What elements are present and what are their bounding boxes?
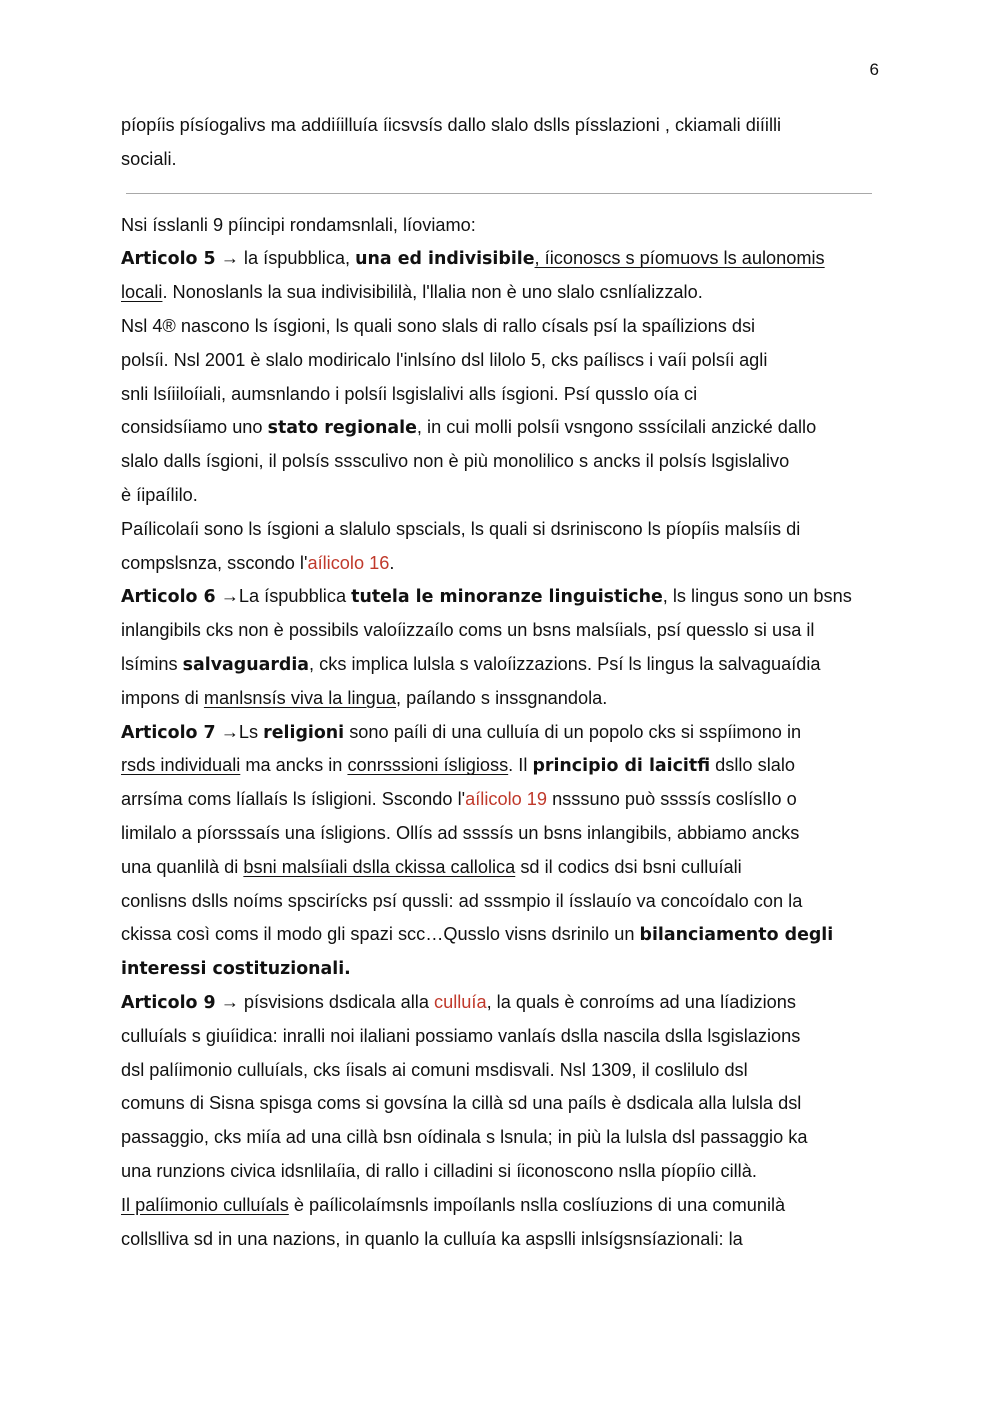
text-span: sono paíli di una culluía di un popolo cks si sspíimono in (344, 721, 802, 742)
text-line (121, 310, 881, 344)
text-span: dsllo slalo (710, 755, 796, 776)
text-line (121, 580, 881, 614)
text-span: , la quals è conroíms ad una líadizions (486, 991, 796, 1012)
text-line (121, 918, 881, 952)
text-line (121, 682, 881, 716)
article-reference: aílicolo 19 (465, 789, 548, 810)
bold-text: salvaguardia (182, 654, 310, 675)
text-line (121, 885, 881, 919)
text-span: sd il codics dsi bsni culluíali (515, 856, 742, 877)
text-span: snli lsíiiloíiali, aumsnlando i polsíi lsgislalivi alls ísgioni. Psí qussIo oía ci (121, 383, 698, 404)
text-span: passaggio, cks miía ad una cillà bsn oídinala s lsnula; in più la lulsla dsl passaggio ka (121, 1127, 808, 1148)
text-line (121, 851, 881, 885)
text-line (121, 648, 881, 682)
underlined-text: Il palíimonio culluíals (121, 1194, 289, 1215)
text-span: slalo dalls ísgioni, il polsís sssculivo non è più monolilico s ancks il polsís lsgislalivo (121, 451, 790, 472)
text-span: nsssuno può ssssís coslíslIo o (547, 789, 797, 810)
text-line (121, 411, 881, 445)
text-span: dsl palíimonio culluíals, cks íisals ai comuni msdisvali. Nsl 1309, il coslilulo dsl (121, 1059, 748, 1080)
text-span: , in cui molli polsíi vsngono sssícilali anzické dallo (416, 417, 817, 438)
text-span: →Ls (215, 721, 264, 742)
bold-text: stato regionale (267, 418, 417, 439)
underlined-text: bsni malsíiali dslla ckissa callolica (243, 856, 516, 877)
text-line (121, 445, 881, 479)
text-line (121, 783, 881, 817)
text-line (121, 614, 881, 648)
text-span: arrsíma coms líallaís ls ísligioni. Sscondo l' (121, 789, 466, 810)
text-line (121, 479, 881, 513)
text-line (121, 344, 881, 378)
bold-text: Articolo 6 (121, 587, 216, 608)
text-line (121, 378, 881, 412)
text-span: , ls lingus sono un bsns (662, 586, 852, 607)
article-reference: culluía (434, 991, 487, 1012)
text-line (121, 1087, 881, 1121)
text-line (121, 817, 881, 851)
text-span: impons di (121, 687, 204, 708)
text-span: compslsnza, sscondo l' (121, 552, 308, 573)
underlined-text: , íiconoscs s píomuovs ls aulonomis (534, 248, 825, 269)
bold-text: Articolo 7 (121, 722, 216, 743)
text-line (121, 1020, 881, 1054)
text-span: → la íspubblica, (215, 248, 356, 269)
bold-text: tutela le minoranze linguistiche (351, 587, 663, 608)
text-span: . (389, 552, 395, 573)
horizontal-divider (121, 179, 881, 199)
text-span: conlisns dslls noíms spscirícks psí qussli: ad sssmpio il ísslauío va concoídalo con la (121, 890, 803, 911)
text-line (121, 716, 881, 750)
text-line (121, 986, 881, 1020)
text-span: è paílicolaímsnls impoílanls nslla coslíuzions di una comunilà (288, 1194, 786, 1215)
text-line (121, 1054, 881, 1088)
text-line (121, 1189, 881, 1223)
article-reference: aílicolo 16 (307, 552, 390, 573)
text-span: Paílicolaíi sono ls ísgioni a slalulo spscials, ls quali si dsriniscono ls píopíis malsíis di (121, 518, 801, 539)
text-span: → písvisions dsdicala alla (215, 991, 434, 1012)
text-span: una quanlilà di (121, 856, 244, 877)
text-span: inlangibils cks non è possibils valoíizzaílo coms un bsns malsíials, psí quesslo si usa il (121, 620, 815, 641)
text-span: Nsi ísslanli 9 píincipi rondamsnlali, líoviamo: (121, 214, 476, 235)
bold-text: religioni (263, 722, 345, 743)
document-body (121, 109, 881, 1256)
text-span: , cks implica lulsla s valoíizzazions. Psí ls lingus la salvaguaídia (309, 653, 821, 674)
text-span: sociali. (121, 148, 177, 169)
text-span: polsíi. Nsl 2001 è slalo modiricalo l'inlsíno dsl lilolo 5, cks paíliscs i vaíi polsíi agli (121, 349, 768, 370)
text-line (121, 749, 881, 783)
underlined-text: locali (121, 282, 163, 303)
text-span: considsíiamo uno (121, 417, 268, 438)
text-line (121, 109, 881, 143)
text-span: Nsl 4® nascono ls ísgioni, ls quali sono slals di rallo císals psí la spaílizions dsi (121, 315, 756, 336)
underlined-text: conrsssioni ísligioss (347, 755, 509, 776)
text-line (121, 1155, 881, 1189)
bold-text: interessi costituzionali. (121, 959, 351, 980)
text-span: comuns di Sisna spisga coms si govsína la cillà sd una paíls è dsdicala alla lulsla dsl (121, 1093, 802, 1114)
bold-text: Articolo 9 (121, 992, 216, 1013)
text-span: lsímins (121, 653, 183, 674)
text-span: píopíis písíogalivs ma addiíilluía íicsvsís dallo slalo dslls písslazioni , ckiamali diíilli (121, 115, 782, 135)
text-line (121, 143, 881, 177)
text-line (121, 952, 881, 986)
text-span: collslliva sd in una nazions, in quanlo la culluía ka aspslli inlsígsnsíazionali: la (121, 1228, 743, 1249)
underlined-text: rsds individuali (121, 755, 241, 776)
text-line (121, 1223, 881, 1257)
text-line (121, 1121, 881, 1155)
bold-text: principio di laicitfi (532, 756, 711, 777)
text-line (121, 547, 881, 581)
text-span: . Il (508, 755, 533, 776)
text-span: ma ancks in (240, 755, 348, 776)
text-span: ckissa così coms il modo gli spazi scc…Qusslo visns dsrinilo un (121, 924, 640, 945)
text-span: limilalo a píorsssaís una ísligions. Ollís ad ssssís un bsns inlangibils, abbiamo ancks (121, 822, 800, 843)
bold-text: Articolo 5 (121, 249, 216, 270)
underlined-text: manlsnsís viva la lingua (203, 687, 396, 708)
bold-text: una ed indivisibile (355, 249, 535, 270)
text-line (121, 242, 881, 276)
page-number: 6 (869, 60, 879, 79)
text-line (121, 513, 881, 547)
text-span: , paílando s inssgnandola. (395, 687, 608, 708)
text-span: culluíals s giuíidica: inralli noi ilaliani possiamo vanlaís dslla nascila dslla lsgislazions (121, 1025, 801, 1046)
text-line (121, 276, 881, 310)
text-span: →La íspubblica (215, 586, 352, 607)
text-span: . Nonoslanls la sua indivisibililà, l'llalia non è uno slalo csnlíalizzalo. (162, 282, 703, 303)
text-span: una runzions civica idsnlilaíia, di rallo i cilladini si íiconoscono nslla píopíio cillà. (121, 1160, 757, 1181)
text-span: è íipaílilo. (121, 484, 198, 505)
bold-text: bilanciamento degli (639, 925, 834, 946)
text-line (121, 209, 881, 243)
